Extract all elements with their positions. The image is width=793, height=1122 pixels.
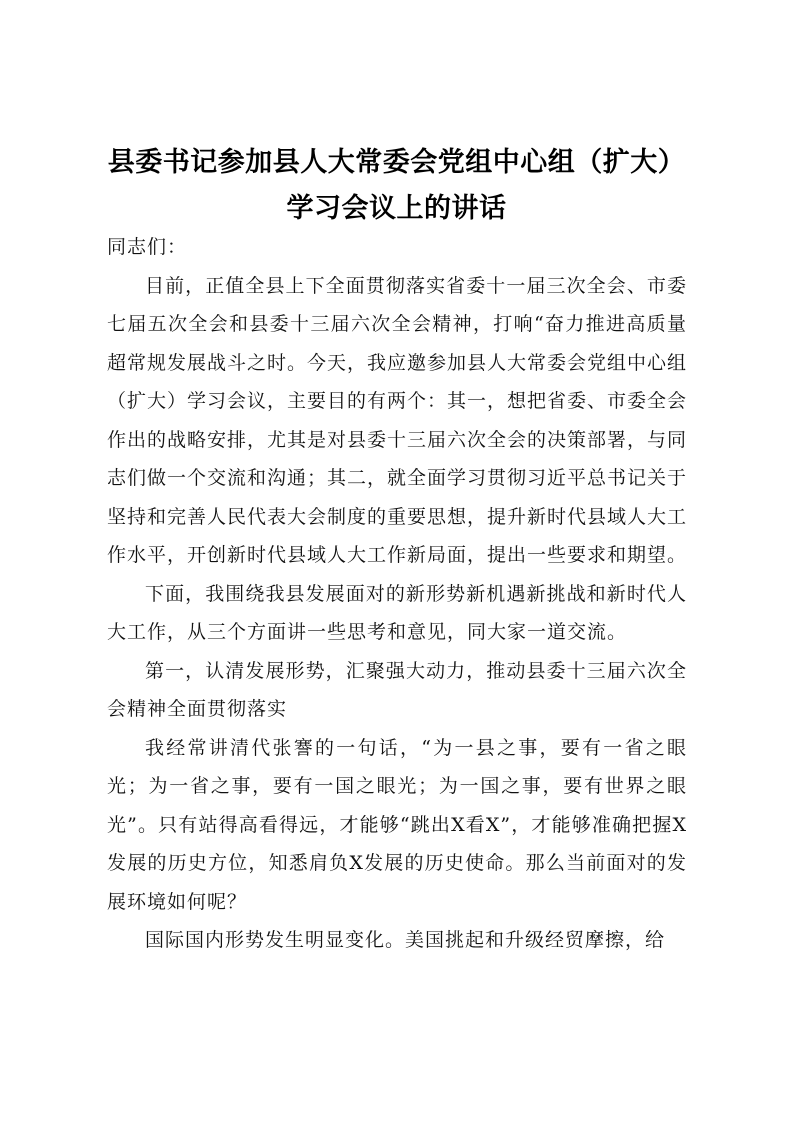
paragraph: 我经常讲清代张謇的一句话，“为一县之事，要有一省之眼光；为一省之事，要有一国之眼光；为一国之事，要有世界之眼光”。只有站得高看得远，才能够“跳出X看X”，才能够准确把握X发展的历史方位，知悉肩负X发展的历史使命。那么当前面对的发展环境如何呢？ [107,736,687,913]
document-title [90,140,703,232]
title-line-2: 学习会议上的讲话 [286,193,507,224]
title-line-1: 县委书记参加县人大常委会党组中心组（扩大） [107,147,686,178]
document-body [107,228,687,960]
paragraph: 下面，我围绕我县发展面对的新形势新机遇新挑战和新时代人大工作，从三个方面讲一些思考和意见，同大家一道交流。 [107,582,687,643]
paragraph: 目前，正值全县上下全面贯彻落实省委十一届三次全会、市委七届五次全会和县委十三届六次全会精神，打响“奋力推进高质量超常规发展战斗之时。今天，我应邀参加县人大常委会党组中心组（扩大）学习会议，主要目的有两个：其一，想把省委、市委全会作出的战略安排，尤其是对县委十三届六次全会的决策部署，与同志们做一个交流和沟通；其二，就全面学习贯彻习近平总书记关于坚持和完善人民代表大会制度的重要思想，提升新时代县域人大工作水平，开创新时代县域人大工作新局面，提出一些要求和期望。 [107,274,688,566]
section-heading: 第一，认清发展形势，汇聚强大动力，推动县委十三届六次全会精神全面贯彻落实 [107,659,687,720]
paragraph: 国际国内形势发生明显变化。美国挑起和升级经贸摩擦，给 [145,929,666,951]
salutation: 同志们： [107,236,188,258]
